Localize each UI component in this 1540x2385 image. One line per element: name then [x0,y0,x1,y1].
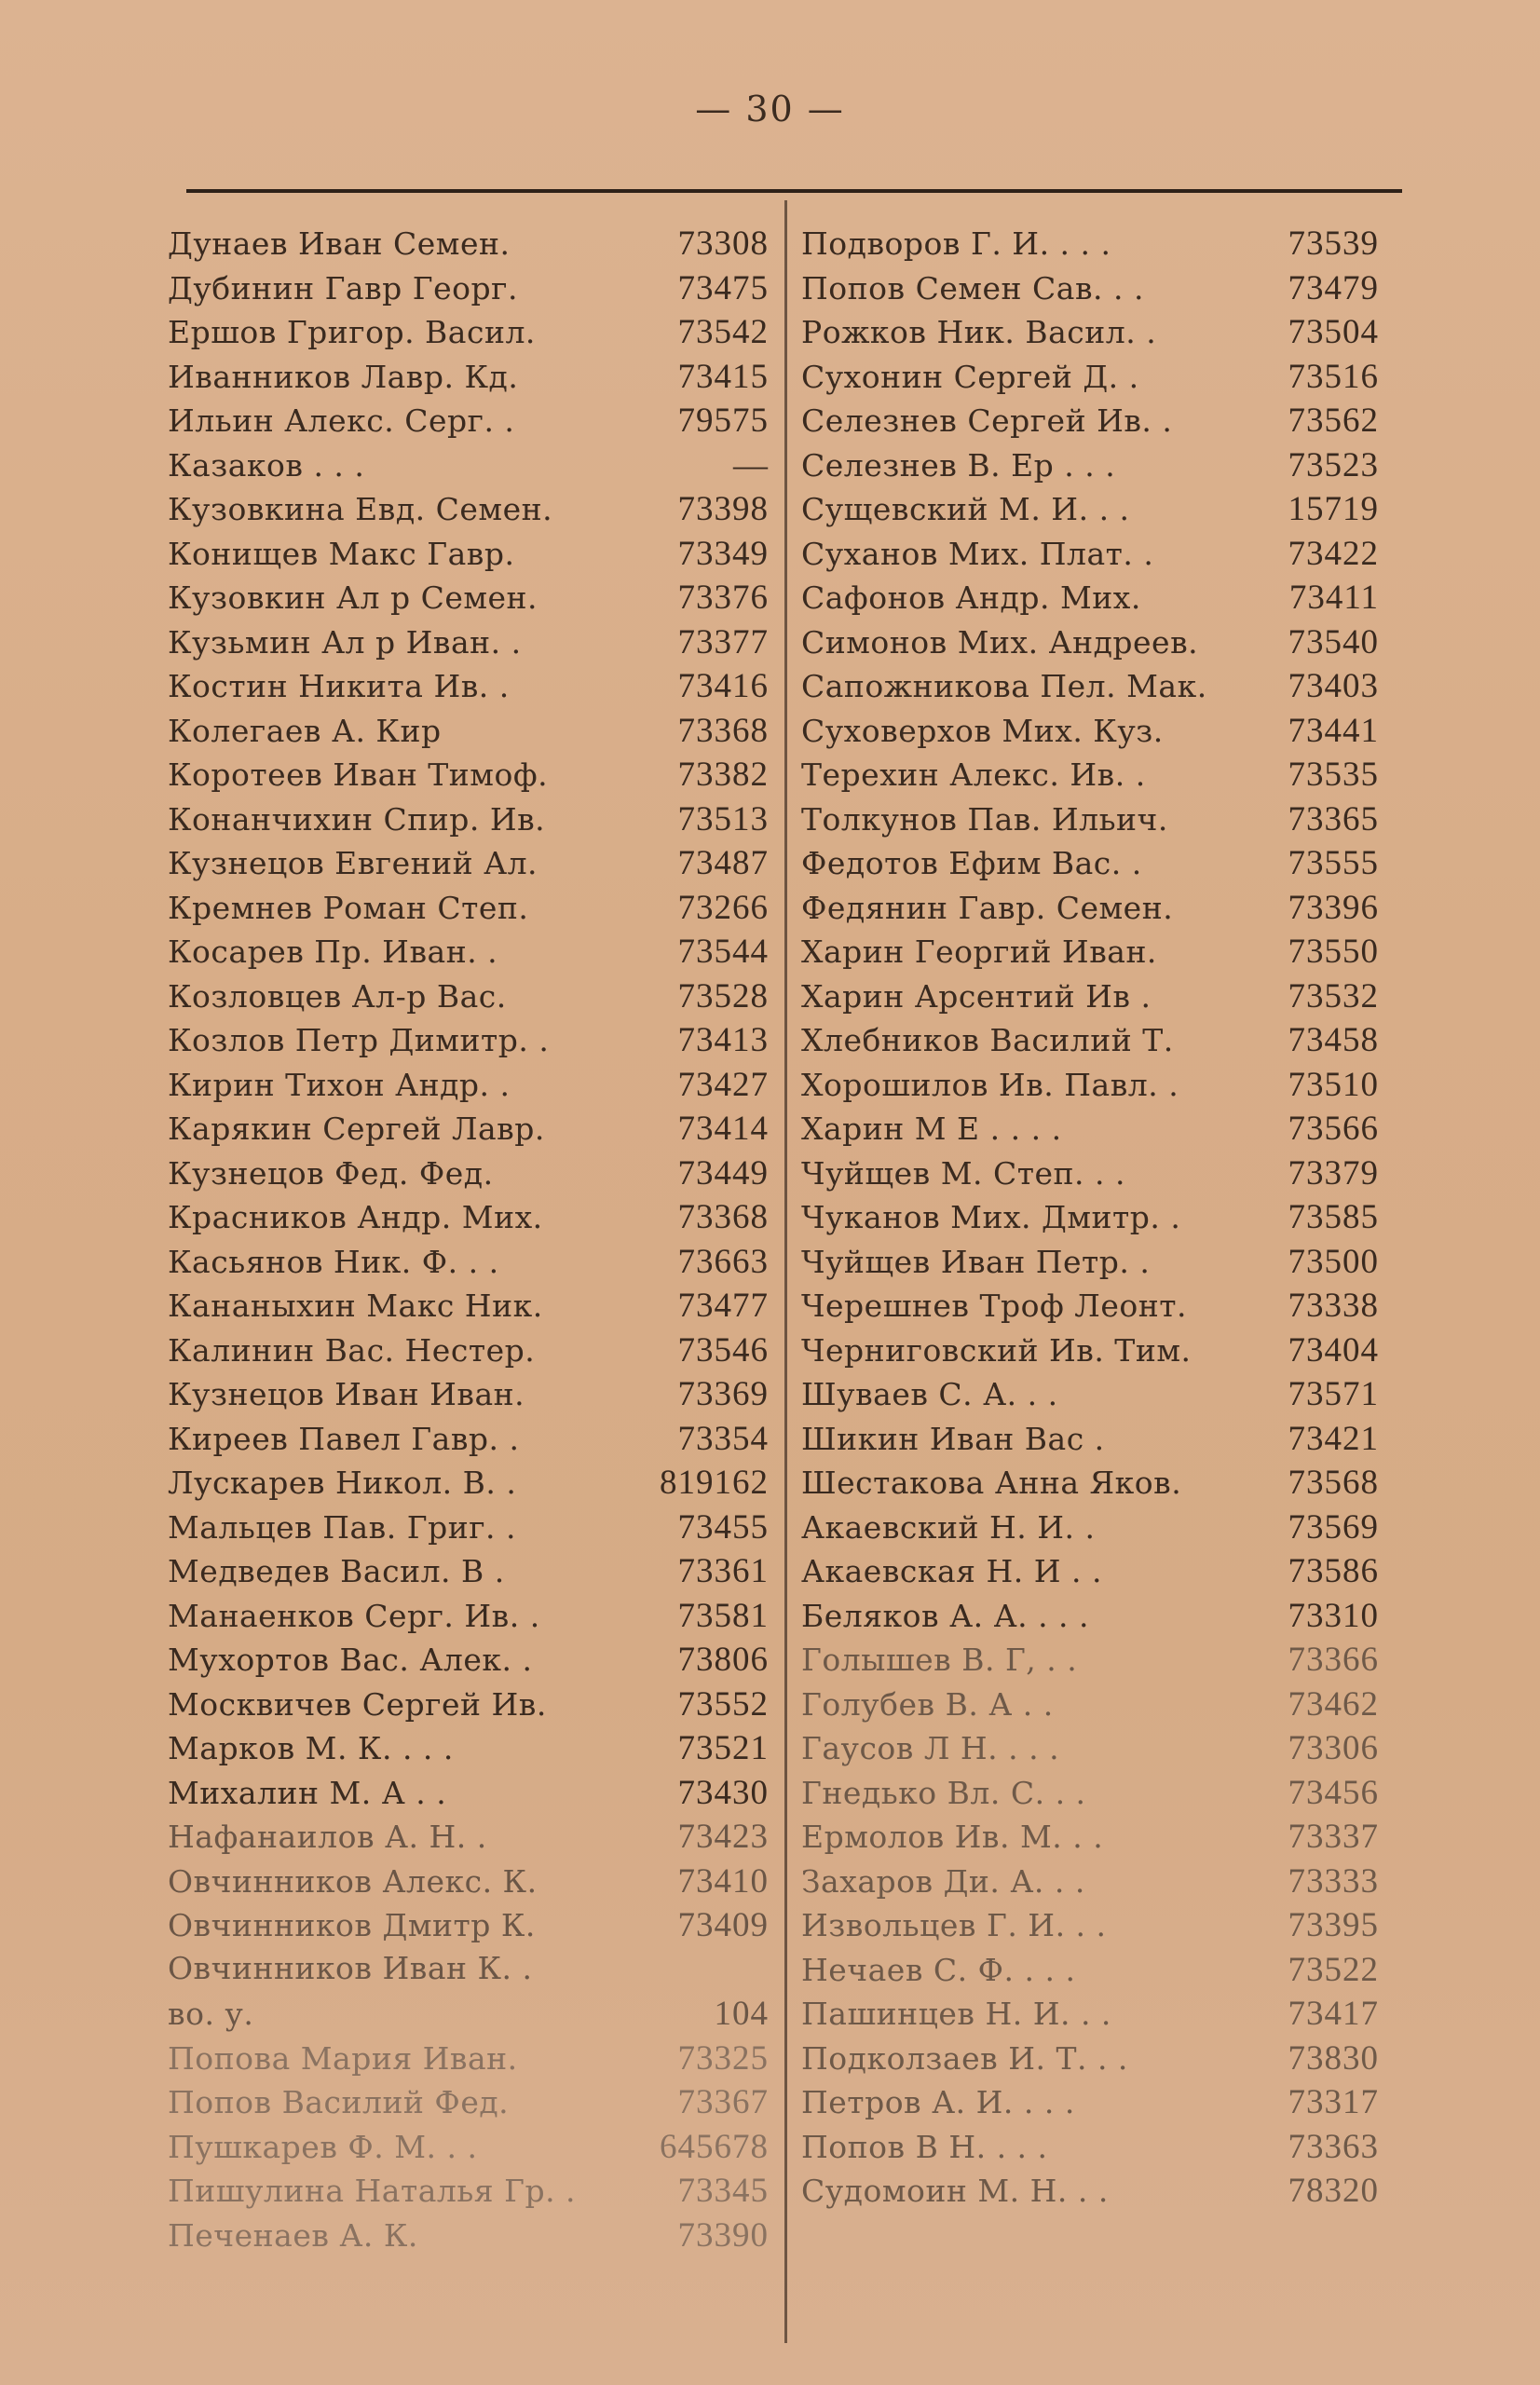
entry-name: Кананыхин Макс Ник. [168,1288,543,1324]
entry-number: 73477 [677,1287,769,1325]
entry-name: Харин Георгий Иван. [801,934,1157,970]
list-item [168,1419,769,1464]
list-item [801,1463,1379,1507]
list-item [168,799,769,844]
entry-number: 73441 [1288,711,1379,750]
entry-name: Попов Василий Фед. [168,2084,510,2120]
entry-name: Козловцев Ал-р Вас. [168,977,507,1015]
list-item [801,2082,1379,2127]
list-item [801,1197,1379,1242]
entry-name: Судомоин М. Н. . . [801,2173,1109,2209]
entry-name: Мухортов Вас. Алек. . [168,1642,533,1678]
list-item [801,755,1379,799]
list-item [801,1507,1379,1552]
column-divider [784,200,787,2343]
entry-name: Сущевский М. И. . . [801,491,1130,527]
entry-number: 73349 [677,534,769,573]
list-item [801,1817,1379,1861]
entry-number: 73417 [1288,1995,1379,2033]
entry-name: Калинин Вас. Нестер. [168,1331,536,1369]
entry-number: 73310 [1288,1596,1379,1635]
list-item [801,711,1379,756]
entry-name: Овчинников Алекс. К. [168,1862,538,1900]
entry-name: Симонов Мих. Андреев. [801,623,1199,661]
list-item [168,888,769,933]
entry-name: Кирин Тихон Андр. . [168,1066,511,1103]
entry-name: Федянин Гавр. Семен. [801,889,1174,926]
entry-number: 73367 [677,2083,769,2121]
entry-number: 73528 [677,976,769,1015]
entry-number: 73404 [1288,1330,1379,1370]
entry-number: 73398 [677,490,769,528]
entry-number: 73377 [677,622,769,661]
entry-name: Акаевский Н. И. . [801,1508,1096,1546]
entry-number: 73830 [1288,2038,1379,2078]
list-item [801,1286,1379,1330]
entry-number: 73504 [1288,313,1379,351]
entry-name: Кузнецов Евгений Ал. [168,845,538,881]
list-item [168,1286,769,1330]
entry-name: Казаков . . . [168,446,365,484]
entry-number: 73317 [1288,2083,1379,2121]
entry-name: Мальцев Пав. Григ. . [168,1508,516,1546]
entry-number: 73413 [677,1021,769,1059]
entry-name: Чуканов Мих. Дмитр. . [801,1199,1181,1235]
entry-number: 73365 [1288,799,1379,838]
entry-number: 73423 [677,1818,769,1856]
entry-number: 73361 [677,1552,769,1590]
entry-number: 73552 [677,1684,769,1724]
entry-name: Костин Никита Ив. . [168,668,510,704]
entry-number: 78320 [1288,2172,1379,2210]
entry-name: Кузовкина Евд. Семен. [168,491,553,527]
list-item [168,755,769,799]
list-item [168,2215,769,2260]
entry-name: Подворов Г. И. . . . [801,225,1111,262]
entry-number: 73581 [677,1596,769,1635]
entry-number: 73390 [677,2215,769,2255]
entry-name: Федотов Ефим Вас. . [801,845,1142,881]
entry-name: Нафанаилов А. Н. . [168,1819,487,1855]
entry-name: Кузьмин Ал р Иван. . [168,623,522,661]
entry-number: 73306 [1288,1729,1379,1767]
entry-name: Попова Мария Иван. [168,2039,518,2077]
list-item [801,1065,1379,1110]
entry-number: 73571 [1288,1375,1379,1413]
entry-name: Москвичев Сергей Ив. [168,1685,547,1723]
list-item [168,1463,769,1507]
entry-name: Касьянов Ник. Ф. . . [168,1243,499,1280]
list-item [801,312,1379,357]
entry-name: Гаусов Л Н. . . . [801,1730,1060,1766]
list-item [801,622,1379,667]
list-item [801,445,1379,490]
entry-number: 104 [714,1995,769,2033]
list-item [801,1374,1379,1419]
entry-number: 73376 [677,579,769,617]
list-item [801,799,1379,844]
entry-name: Кузнецов Фед. Фед. [168,1154,494,1192]
list-item [801,357,1379,402]
list-item [168,1861,769,1906]
entry-name: Чуйщев Иван Петр. . [801,1243,1151,1280]
entry-name: Беляков А. А. . . . [801,1597,1090,1634]
list-item [168,1773,769,1818]
entry-name: Терехин Алекс. Ив. . [801,756,1146,793]
entry-number: 73363 [1288,2127,1379,2166]
entry-name: Красников Андр. Мих. [168,1199,543,1235]
entry-name: Голубев В. А . . [801,1685,1054,1723]
entry-name: Коротеев Иван Тимоф. [168,756,549,793]
entry-name: Харин М Е . . . . [801,1111,1062,1147]
entry-name: Овчинников Иван К. . [168,1949,533,1986]
list-item [801,2038,1379,2083]
list-item [168,2127,769,2172]
entry-name: Киреев Павел Гавр. . [168,1420,520,1457]
list-item [801,1596,1379,1641]
entry-name: Голышев В. Г, . . [801,1642,1078,1678]
entry-name: Шестакова Анна Яков. [801,1465,1182,1501]
list-item [801,1994,1379,2038]
entry-name: Чуйщев М. Степ. . . [801,1154,1125,1192]
list-item [801,888,1379,933]
entry-number: 73456 [1288,1773,1379,1812]
entry-number: 73513 [677,799,769,838]
list-item [168,1020,769,1065]
entry-number: 73544 [677,933,769,971]
entry-number: 73532 [1288,976,1379,1015]
entry-number: 73586 [1288,1552,1379,1590]
list-item [168,1507,769,1552]
entry-name: Кузнецов Иван Иван. [168,1376,525,1412]
entry-number: 73345 [677,2172,769,2210]
entry-name: Ермолов Ив. М. . . [801,1819,1104,1855]
list-item [801,2127,1379,2172]
entry-number: 73475 [677,268,769,307]
list-item [168,1551,769,1596]
entry-number: 73542 [677,313,769,351]
entry-number: 73449 [677,1153,769,1192]
entry-name: Черешнев Троф Леонт. [801,1288,1187,1324]
list-item [168,1905,769,1950]
page-number: — 30 — [695,89,845,129]
entry-number: 73411 [1288,579,1379,617]
entry-name: Медведев Васил. В . [168,1553,505,1589]
list-item [168,2082,769,2127]
entry-name: Толкунов Пав. Ильич. [801,800,1168,838]
list-item [168,1330,769,1375]
list-item [801,1684,1379,1729]
entry-name: Нечаев С. Ф. . . . [801,1951,1076,1988]
list-item [801,1950,1379,1995]
list-item [168,489,769,534]
entry-name: Колегаев А. Кир [168,712,442,749]
entry-number: 73568 [1288,1464,1379,1502]
list-item [801,976,1379,1021]
entry-number: 73368 [677,711,769,750]
entry-number: 73369 [677,1375,769,1413]
list-item [168,976,769,1021]
entry-number: 73337 [1288,1818,1379,1856]
list-item [168,2038,769,2083]
list-item [168,932,769,976]
entry-name: Сухонин Сергей Д. . [801,358,1139,395]
entry-name: Лускарев Никол. В. . [168,1465,517,1501]
entry-number: 645678 [660,2127,769,2166]
entry-number: 73366 [1288,1641,1379,1679]
list-item [168,1684,769,1729]
list-item [168,1596,769,1641]
entry-number: 73521 [677,1729,769,1767]
entry-name: Суховерхов Мих. Куз. [801,712,1164,749]
list-item [168,711,769,756]
entry-number: 73462 [1288,1684,1379,1724]
entry-name: Кремнев Роман Степ. [168,889,529,926]
list-item [168,1109,769,1153]
entry-name: Ильин Алекс. Серг. . [168,402,515,439]
list-item [801,843,1379,888]
list-item [168,1640,769,1684]
list-item [168,1153,769,1198]
entry-name: Михалин М. А . . [168,1774,447,1811]
entry-number: 73585 [1288,1198,1379,1236]
entry-name: Шикин Иван Вас . [801,1420,1105,1457]
entry-number: 73266 [677,888,769,927]
entry-number: 73540 [1288,622,1379,661]
list-item [168,1817,769,1861]
entry-number: 73550 [1288,933,1379,971]
list-item [801,1773,1379,1818]
list-item [801,1153,1379,1198]
entry-name: Шуваев С. А. . . [801,1376,1058,1412]
entry-name: Акаевская Н. И . . [801,1553,1102,1589]
list-item [168,534,769,579]
list-item [801,1020,1379,1065]
list-item [801,1861,1379,1906]
entry-number: 73379 [1288,1153,1379,1192]
list-item [801,489,1379,534]
entry-name: во. у. [168,1996,254,2032]
entry-name: Селезнев В. Ер . . . [801,446,1116,484]
entry-name: Хлебников Василий Т. [801,1022,1174,1058]
list-item [168,1242,769,1287]
list-item [801,224,1379,268]
list-item [801,1551,1379,1596]
list-item [168,224,769,268]
entry-number: 73338 [1288,1287,1379,1325]
entry-number: 73535 [1288,756,1379,794]
entry-number: 73354 [677,1419,769,1458]
entry-name: Дубинин Гавр Георг. [168,269,518,307]
list-item [168,843,769,888]
entry-number: 73569 [1288,1507,1379,1547]
entry-number: 73546 [677,1330,769,1370]
entry-number: 73806 [677,1641,769,1679]
entry-number: 73523 [1288,445,1379,484]
entry-name: Косарев Пр. Иван. . [168,934,498,970]
entry-name: Марков М. К. . . . [168,1730,454,1766]
entry-name: Пашинцев Н. И. . . [801,1996,1111,2032]
right-column [801,224,1379,2215]
list-item [801,1419,1379,1464]
entry-number: 73458 [1288,1021,1379,1059]
entry-name: Подколзаев И. Т. . . [801,2039,1128,2077]
list-item [168,622,769,667]
list-item [801,578,1379,622]
list-item [801,268,1379,313]
entry-name: Хорошилов Ив. Павл. . [801,1066,1179,1103]
entry-number: 73415 [677,357,769,396]
entry-number: 73409 [677,1906,769,1944]
entry-number: 15719 [1288,490,1379,528]
entry-name: Петров А. И. . . . [801,2084,1075,2120]
entry-number: 73396 [1288,888,1379,927]
list-item [801,1242,1379,1287]
entry-number: 73539 [1288,225,1379,263]
entry-name: Конищев Макс Гавр. [168,535,515,572]
list-item [801,1330,1379,1375]
entry-name: Сапожникова Пел. Мак. [801,668,1207,704]
entry-number: 73555 [1288,844,1379,882]
entry-number: 73410 [677,1861,769,1901]
entry-number: 73562 [1288,402,1379,440]
entry-number: 73510 [1288,1065,1379,1104]
entry-number: 73455 [677,1507,769,1547]
list-item [801,401,1379,445]
entry-number: 73325 [677,2038,769,2078]
list-item [168,1374,769,1419]
entry-name: Иванников Лавр. Кд. [168,358,519,395]
list-item [801,2171,1379,2215]
entry-number: 73516 [1288,357,1379,396]
entry-number: 73522 [1288,1950,1379,1989]
entry-number: 73566 [1288,1110,1379,1148]
list-item [801,1640,1379,1684]
entry-name: Манаенков Серг. Ив. . [168,1597,540,1634]
entry-number: 73427 [677,1065,769,1104]
list-item [801,1109,1379,1153]
entry-name: Кузовкин Ал р Семен. [168,579,538,616]
list-item [801,1728,1379,1773]
entry-number: 73422 [1288,534,1379,573]
entry-number: 79575 [677,402,769,440]
entry-name: Ершов Григор. Васил. [168,314,536,350]
entry-name: Захаров Ди. А. . . [801,1862,1085,1900]
entry-name: Дунаев Иван Семен. [168,225,511,262]
list-item [168,1197,769,1242]
entry-name: Попов Семен Сав. . . [801,269,1144,307]
entry-number: 73479 [1288,268,1379,307]
list-item [168,1065,769,1110]
entry-number: 73308 [677,225,769,263]
list-item [168,445,769,490]
entry-name: Козлов Петр Димитр. . [168,1022,550,1058]
entry-number: 73430 [677,1773,769,1812]
list-item [168,312,769,357]
list-item [168,268,769,313]
header-rule [186,189,1402,193]
entry-number: 819162 [660,1464,769,1502]
entry-name: Харин Арсентий Ив . [801,977,1152,1015]
entry-number: 73368 [677,1198,769,1236]
entry-name: Рожков Ник. Васил. . [801,314,1157,350]
list-item [168,666,769,711]
entry-number: 73414 [677,1110,769,1148]
entry-name: Карякин Сергей Лавр. [168,1111,545,1147]
entry-name: Черниговский Ив. Тим. [801,1331,1192,1369]
list-item [168,401,769,445]
entry-name: Пушкарев Ф. М. . . [168,2128,478,2165]
entry-number: 73500 [1288,1242,1379,1281]
left-column [168,224,769,2259]
list-item [168,357,769,402]
list-item [168,1728,769,1773]
list-item [801,1905,1379,1950]
list-item [168,2171,769,2215]
entry-number: 73421 [1288,1419,1379,1458]
entry-name: Пишулина Наталья Гр. . [168,2173,577,2209]
entry-name: Селезнев Сергей Ив. . [801,402,1173,439]
entry-number: 73395 [1288,1906,1379,1944]
entry-name: Извольцев Г. И. . . [801,1907,1107,1943]
entry-name: Сафонов Андр. Мих. [801,579,1141,616]
entry-name: Конанчихин Спир. Ив. [168,800,546,838]
entry-name: Суханов Мих. Плат. . [801,535,1154,572]
entry-number: 73416 [677,667,769,705]
list-item [801,666,1379,711]
entry-number: 73487 [677,844,769,882]
list-item [168,1950,769,1995]
entry-name: Печенаев А. К. [168,2216,418,2254]
entry-number: 73663 [677,1242,769,1281]
entry-number: 73382 [677,756,769,794]
list-item [168,578,769,622]
list-item [801,534,1379,579]
entry-number: — [733,445,769,484]
entry-number: 73403 [1288,667,1379,705]
entry-number: 73333 [1288,1861,1379,1901]
entry-name: Овчинников Дмитр К. [168,1907,536,1943]
entry-name: Попов В Н. . . . [801,2128,1048,2165]
entry-name: Гнедько Вл. С. . . [801,1774,1086,1811]
list-item [168,1994,769,2038]
list-item [801,932,1379,976]
